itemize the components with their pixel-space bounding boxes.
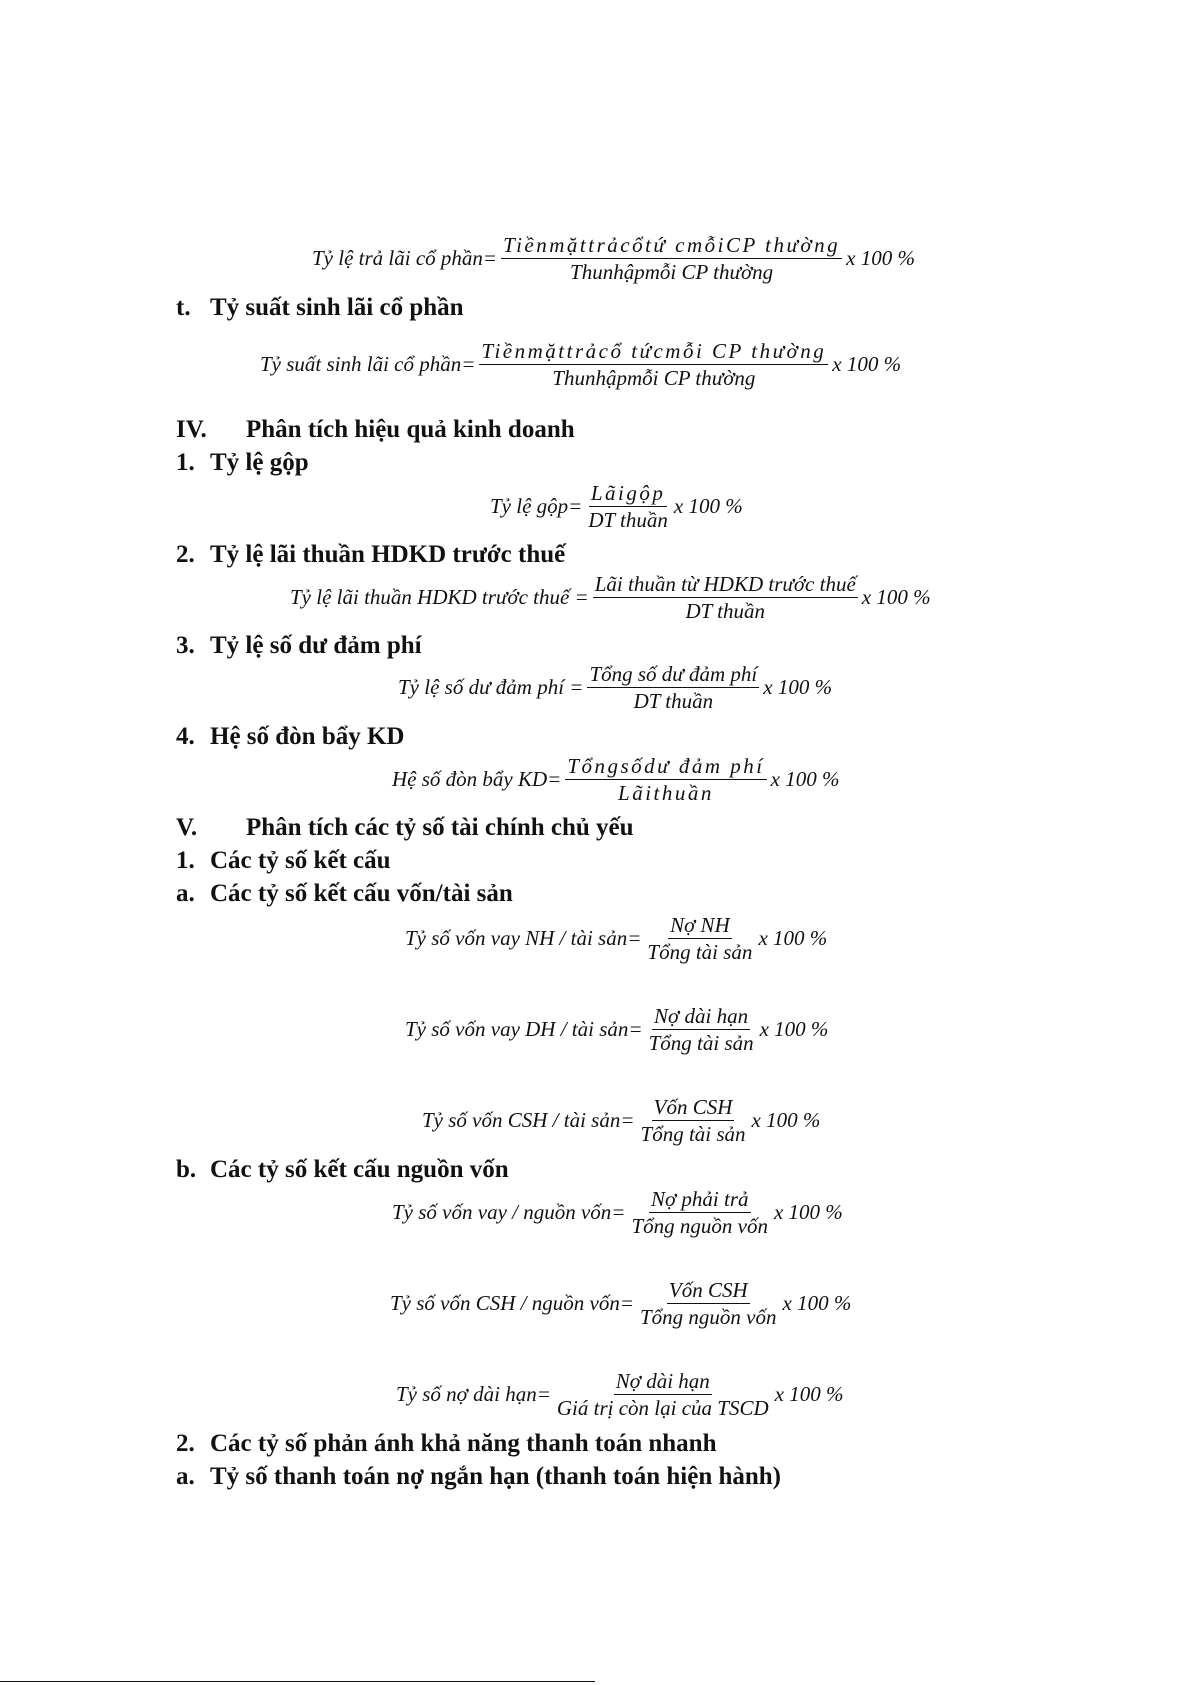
denominator: Thunhậpmỗi CP thường	[552, 366, 756, 390]
multiplier: x 100 %	[846, 246, 915, 270]
heading-text: Hệ số đòn bẩy KD	[210, 723, 405, 750]
denominator: DT thuần	[685, 599, 766, 623]
numerator: Tiềnmặttrảcổ tứcmỗi CP thường	[481, 339, 827, 363]
fraction	[501, 233, 842, 284]
numerator: Tiềnmặttrảcổtứ cmỗiCP thường	[503, 233, 841, 257]
formula-von-vay-nh-tai-san	[405, 913, 827, 964]
formula-lhs: Tỷ số nợ dài hạn=	[396, 1382, 551, 1406]
heading-number: a.	[176, 1463, 195, 1490]
heading-number: 2.	[176, 541, 195, 568]
denominator: Tổng tài sản	[648, 1031, 754, 1055]
heading-text: Tỷ suất sinh lãi cổ phần	[210, 294, 464, 321]
heading-text: Tỷ số thanh toán nợ ngắn hạn (thanh toán hiện hành)	[210, 1463, 782, 1490]
heading-text: Phân tích các tỷ số tài chính chủ yếu	[246, 814, 634, 841]
fraction	[593, 572, 858, 623]
denominator: Lãithuần	[618, 781, 714, 805]
heading-number: 1.	[176, 847, 195, 874]
heading-text: Tỷ lệ lãi thuần HDKD trước thuế	[210, 541, 566, 568]
multiplier: x 100 %	[763, 675, 833, 699]
multiplier: x 100 %	[751, 1108, 821, 1132]
fraction	[586, 481, 670, 532]
formula-von-csh-nguon-von	[390, 1278, 851, 1329]
formula-ty-suat-sinh-lai-co-phan	[260, 339, 901, 390]
heading-t-ty-suat-sinh-lai	[176, 293, 464, 323]
heading-iv-2	[176, 540, 565, 570]
formula-lhs: Tỷ lệ trả lãi cổ phần=	[312, 246, 498, 270]
numerator: Nợ phải trả	[650, 1187, 749, 1211]
fraction	[555, 1369, 771, 1420]
denominator: DT thuần	[633, 689, 714, 713]
multiplier: x 100 %	[758, 926, 828, 950]
fraction	[645, 913, 754, 964]
heading-text: Các tỷ số phản ánh khả năng thanh toán nhanh	[210, 1430, 717, 1457]
multiplier: x 100 %	[773, 1200, 843, 1224]
multiplier: x 100 %	[782, 1291, 852, 1315]
formula-ty-le-lai-thuan	[290, 572, 931, 623]
numerator: Nợ NH	[670, 913, 730, 937]
heading-number: IV.	[176, 416, 207, 443]
heading-number: t.	[176, 294, 191, 321]
fraction	[479, 339, 828, 390]
heading-text: Các tỷ số kết cấu	[210, 847, 391, 874]
denominator: Tổng nguồn vốn	[631, 1214, 768, 1238]
heading-number: V.	[176, 814, 198, 841]
formula-von-vay-dh-tai-san	[405, 1004, 828, 1055]
heading-number: 1.	[176, 449, 195, 476]
formula-von-csh-tai-san	[422, 1095, 820, 1146]
numerator: Tổng số dư đảm phí	[589, 662, 758, 686]
formula-lhs: Tỷ lệ số dư đảm phí =	[398, 675, 584, 699]
fraction	[629, 1187, 770, 1238]
formula-lhs: Tỷ lệ gộp=	[490, 494, 583, 518]
numerator: Vốn CSH	[668, 1278, 748, 1302]
heading-iv	[176, 415, 575, 445]
formula-lhs: Tỷ suất sinh lãi cổ phần=	[260, 352, 476, 376]
heading-v	[176, 813, 634, 843]
numerator: Vốn CSH	[653, 1095, 733, 1119]
heading-iv-1	[176, 448, 309, 478]
formula-lhs: Tỷ số vốn vay DH / tài sản=	[405, 1017, 643, 1041]
denominator: Tổng tài sản	[640, 1122, 746, 1146]
numerator: Lãi thuần từ HDKD trước thuế	[594, 572, 856, 596]
multiplier: x 100 %	[832, 352, 902, 376]
numerator: Nợ dài hạn	[654, 1004, 749, 1028]
heading-v-1-b	[176, 1155, 509, 1185]
multiplier: x 100 %	[673, 494, 743, 518]
denominator: Tổng nguồn vốn	[640, 1305, 777, 1329]
heading-iv-4	[176, 722, 404, 752]
formula-ty-le-tra-lai-co-phan	[312, 233, 915, 284]
heading-text: Tỷ lệ gộp	[210, 449, 309, 476]
heading-text: Tỷ lệ số dư đảm phí	[210, 632, 422, 659]
numerator: Lãigộp	[590, 481, 666, 505]
multiplier: x 100 %	[770, 767, 840, 791]
heading-number: 4.	[176, 723, 195, 750]
formula-lhs: Tỷ số vốn vay / nguồn vốn=	[392, 1200, 626, 1224]
formula-he-so-don-bay	[392, 754, 839, 805]
denominator: Giá trị còn lại của TSCD	[556, 1396, 769, 1420]
heading-text: Các tỷ số kết cấu vốn/tài sản	[210, 880, 513, 907]
numerator: Nợ dài hạn	[615, 1369, 710, 1393]
denominator: DT thuần	[588, 508, 668, 532]
multiplier: x 100 %	[861, 585, 931, 609]
heading-v-2	[176, 1429, 716, 1459]
fraction	[565, 754, 766, 805]
footnote-separator	[0, 1681, 595, 1682]
formula-lhs: Hệ số đòn bẩy KD=	[392, 767, 562, 791]
formula-no-dai-han	[396, 1369, 843, 1420]
fraction	[639, 1095, 748, 1146]
numerator: Tổngsốdư đảm phí	[567, 754, 765, 778]
formula-lhs: Tỷ số vốn CSH / tài sản=	[422, 1108, 635, 1132]
fraction	[587, 662, 759, 713]
fraction	[647, 1004, 756, 1055]
heading-number: b.	[176, 1156, 197, 1183]
formula-lhs: Tỷ lệ lãi thuần HDKD trước thuế =	[290, 585, 589, 609]
heading-number: 3.	[176, 632, 195, 659]
formula-lhs: Tỷ số vốn vay NH / tài sản=	[405, 926, 642, 950]
formula-ty-le-gop	[490, 481, 743, 532]
denominator: Thunhậpmỗi CP thường	[570, 260, 774, 284]
multiplier: x 100 %	[774, 1382, 844, 1406]
multiplier: x 100 %	[759, 1017, 829, 1041]
heading-iv-3	[176, 631, 422, 661]
heading-number: a.	[176, 880, 195, 907]
formula-von-vay-nguon-von	[392, 1187, 843, 1238]
fraction	[638, 1278, 779, 1329]
heading-number: 2.	[176, 1430, 195, 1457]
formula-ty-le-so-du	[398, 662, 832, 713]
heading-text: Phân tích hiệu quả kinh doanh	[246, 416, 575, 443]
denominator: Tổng tài sản	[647, 940, 753, 964]
heading-v-1-a	[176, 879, 513, 909]
heading-v-1	[176, 846, 391, 876]
formula-lhs: Tỷ số vốn CSH / nguồn vốn=	[390, 1291, 634, 1315]
heading-v-2-a	[176, 1462, 781, 1492]
heading-text: Các tỷ số kết cấu nguồn vốn	[210, 1156, 509, 1183]
